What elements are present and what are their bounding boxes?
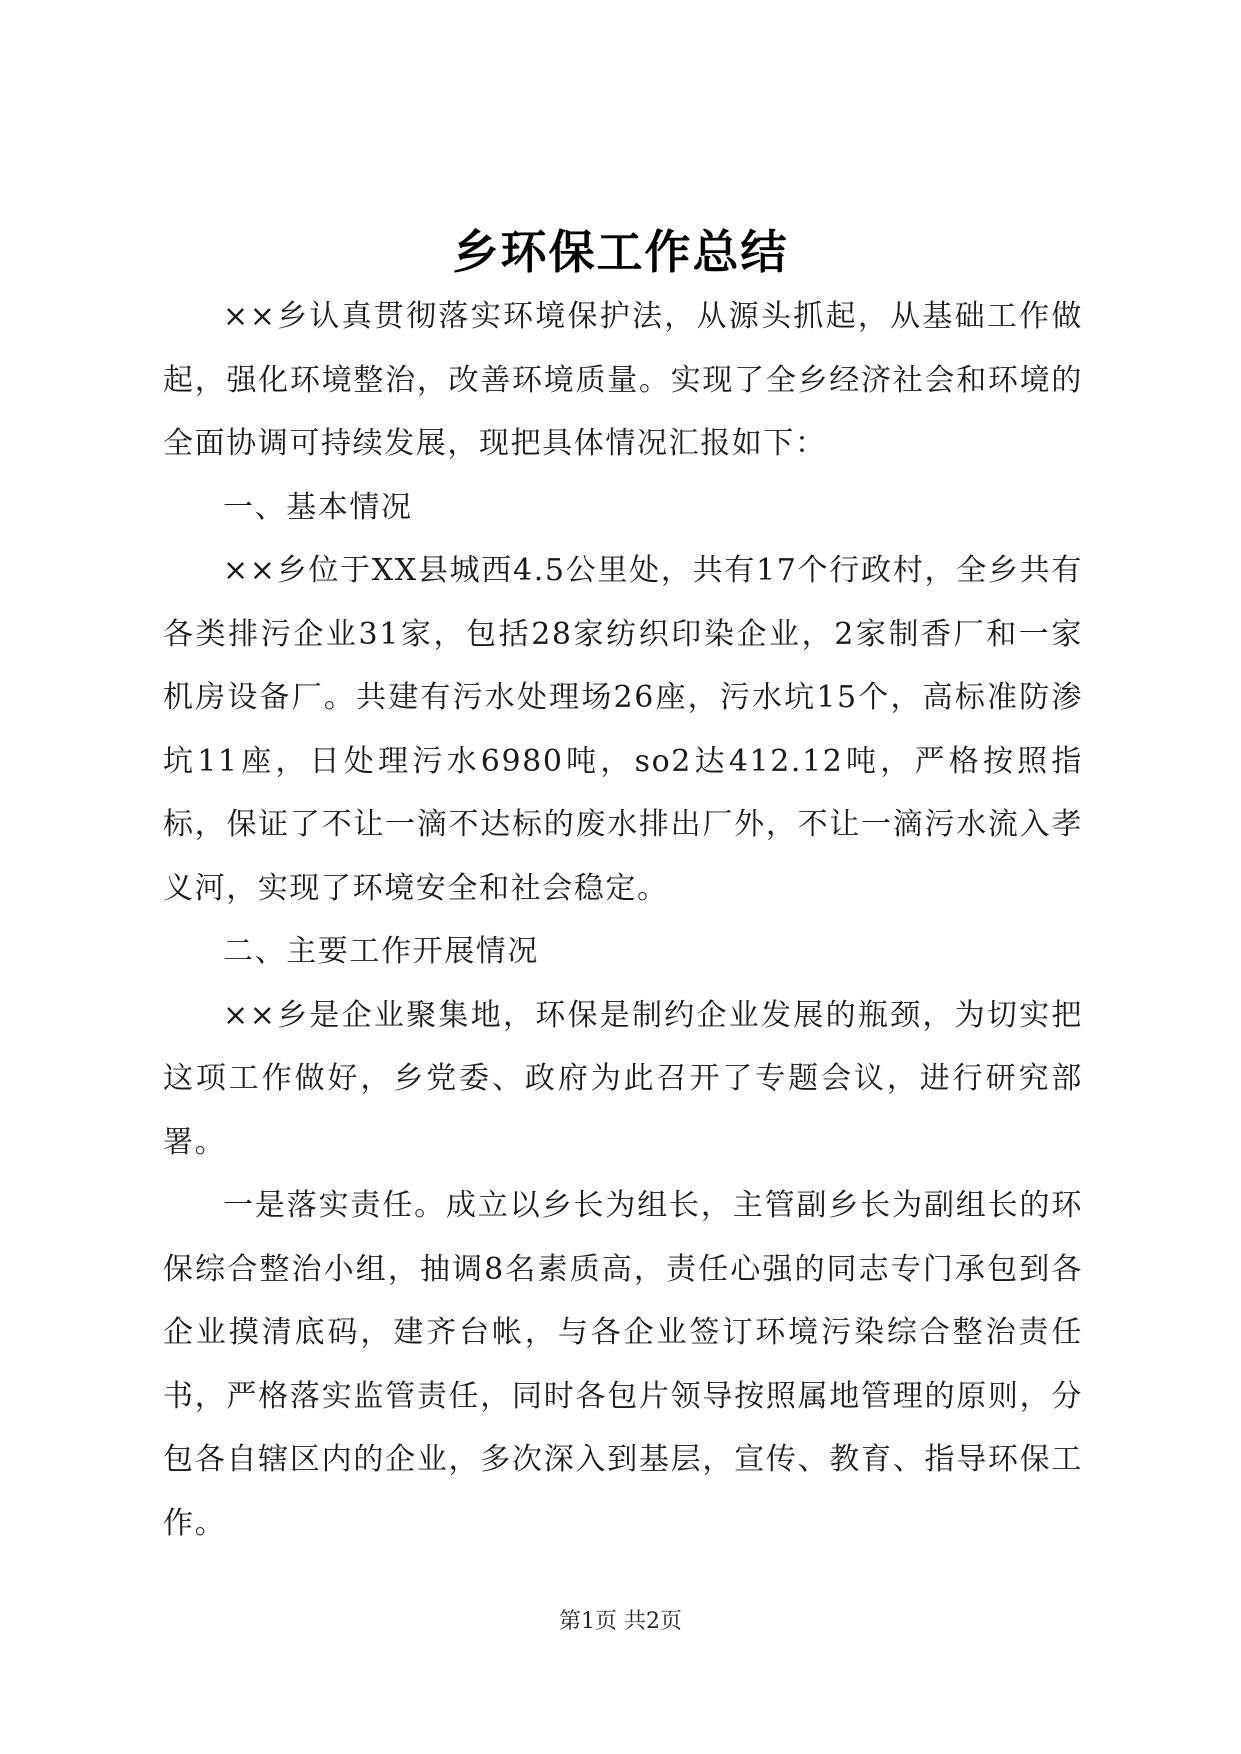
page-number-footer: 第1页 共2页 (559, 1609, 682, 1634)
main-work-paragraph: ××乡是企业聚集地，环保是制约企业发展的瓶颈，为切实把这项工作做好，乡党委、政府为此召开了专题会议，进行研究部署。 (163, 997, 1083, 1160)
responsibility-paragraph: 一是落实责任。成立以乡长为组长，主管副乡长为副组长的环保综合整治小组，抽调8名素质高，责任心强的同志专门承包到各企业摸清底码，建齐台帐，与各企业签订环境污染综合整治责任书，严格落实监管责任，同时各包片领导按照属地管理的原则，分包各自辖区内的企业，多次深入到基层，宣传、教育、指导环保工作。 (163, 1188, 1083, 1541)
section-heading-basic: 一、基本情况 (223, 489, 413, 525)
intro-paragraph: ××乡认真贯彻落实环境保护法，从源头抓起，从基础工作做起，强化环境整治，改善环境质量。实现了全乡经济社会和环境的全面协调可持续发展，现把具体情况汇报如下： (163, 299, 1083, 461)
document-title: 乡环保工作总结 (452, 225, 789, 279)
document-body (163, 285, 1083, 1555)
basic-info-paragraph: ××乡位于XX县城西4.5公里处，共有17个行政村，全乡共有各类排污企业31家，包括28家纺织印染企业，2家制香厂和一家机房设备厂。共建有污水处理场26座，污水坑15个，高标准防渗坑11座，日处理污水6980吨，so2达412.12吨，严格按照指标，保证了不让一滴不达标的废水排出厂外，不让一滴污水流入孝义河，实现了环境安全和社会稳定。 (163, 553, 1083, 906)
section-heading-main-work: 二、主要工作开展情况 (223, 934, 539, 969)
